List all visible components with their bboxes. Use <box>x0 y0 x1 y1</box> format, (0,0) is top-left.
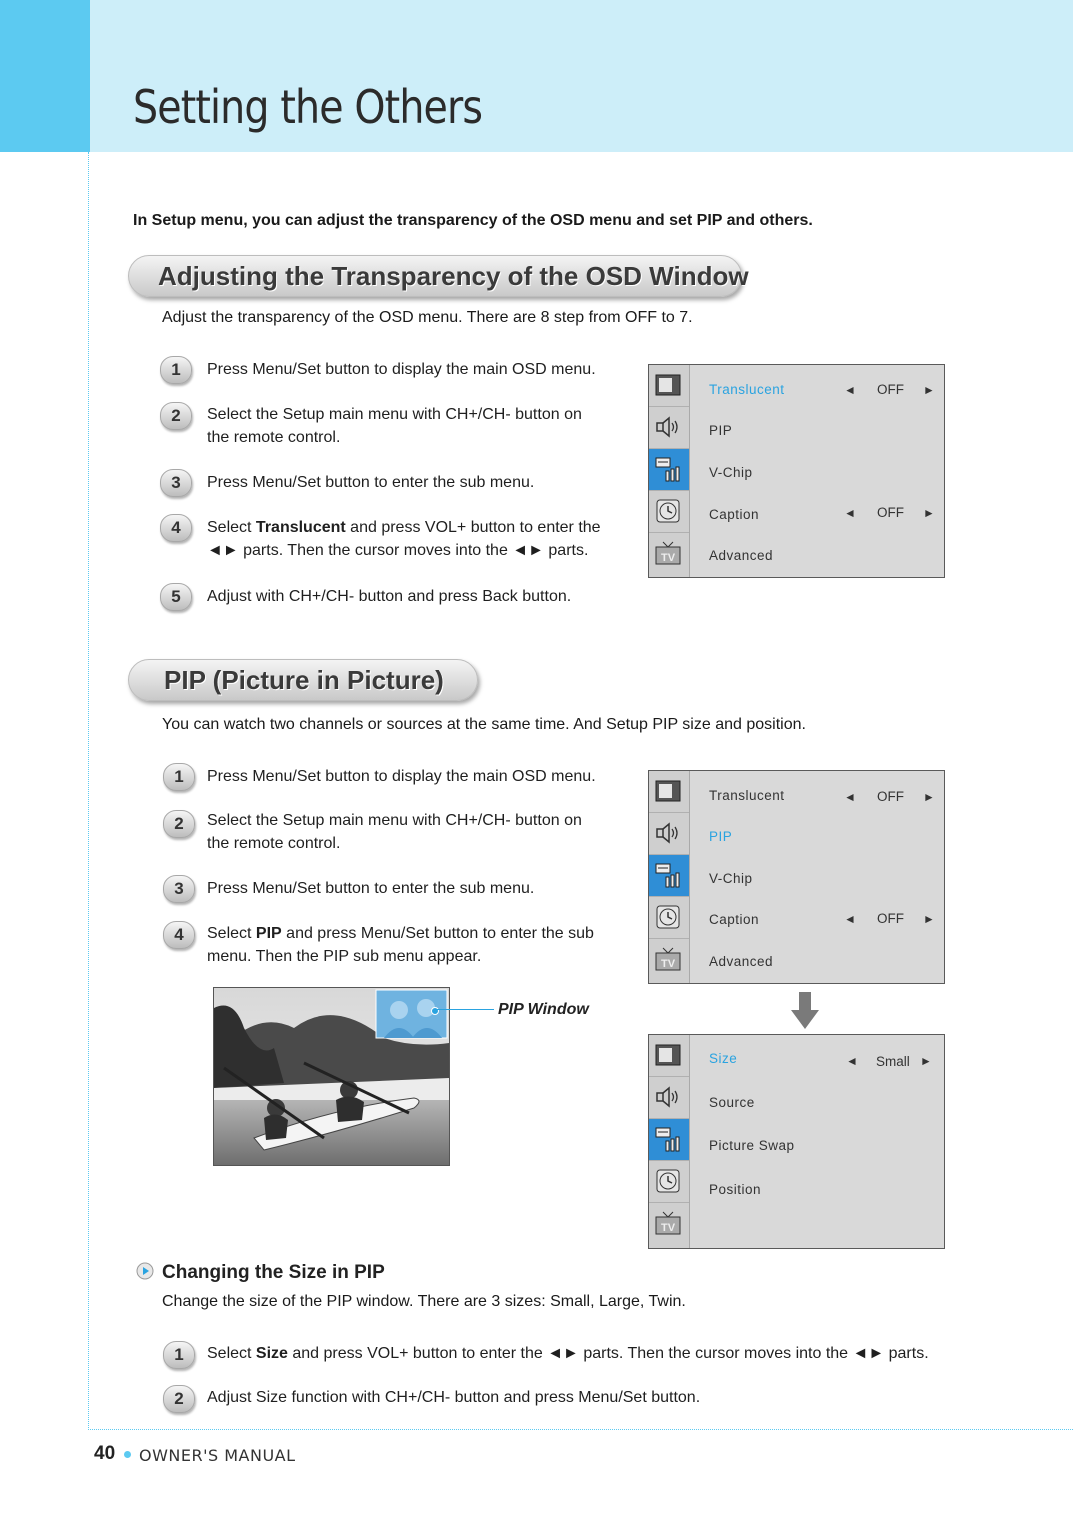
step-number: 2 <box>160 402 192 430</box>
right-arrow-icon[interactable]: ► <box>923 912 935 926</box>
setup-icon <box>649 855 689 897</box>
step-text: Adjust Size function with CH+/CH- button and press Menu/Set button. <box>207 1389 701 1406</box>
step-text: Press Menu/Set button to display the main OSD menu. <box>207 768 596 785</box>
step-text: Adjust with CH+/CH- button and press Back button. <box>207 588 572 605</box>
step-text-post: and press VOL+ button to enter the ◄► parts. Then the cursor moves into the ◄► parts. <box>207 519 601 559</box>
step-number: 5 <box>160 583 192 611</box>
footer-divider <box>88 1429 1073 1430</box>
osd-setup-menu-pip <box>648 770 945 984</box>
left-arrow-icon[interactable]: ◄ <box>844 383 856 397</box>
right-arrow-icon[interactable]: ► <box>920 1054 932 1068</box>
pip-example-photo <box>213 987 450 1166</box>
menu-item-v-chip[interactable]: V-Chip <box>709 871 753 886</box>
header-tab <box>0 0 90 152</box>
step-text-pre: Select <box>207 519 256 536</box>
sound-icon <box>649 813 689 855</box>
menu-item-advanced[interactable]: Advanced <box>709 548 774 563</box>
menu-item-position[interactable]: Position <box>709 1182 762 1197</box>
menu-item-caption[interactable]: Caption <box>709 912 760 927</box>
osd-icon-column <box>649 365 690 577</box>
sound-icon <box>649 1077 689 1119</box>
left-arrow-icon[interactable]: ◄ <box>844 790 856 804</box>
subsection-title: Changing the Size in PIP <box>162 1262 385 1283</box>
left-arrow-icon[interactable]: ◄ <box>846 1054 858 1068</box>
setup-icon <box>649 1119 689 1161</box>
step-number: 1 <box>163 763 195 791</box>
pip-window-label: PIP Window <box>498 1001 589 1018</box>
tv-icon <box>649 939 689 980</box>
intro-text: In Setup menu, you can adjust the transparency of the OSD menu and set PIP and others. <box>133 212 813 229</box>
svg-text:TV: TV <box>660 1222 676 1234</box>
menu-item-v-chip[interactable]: V-Chip <box>709 465 753 480</box>
picture-icon <box>649 365 689 407</box>
section-heading-transparency <box>128 255 749 297</box>
picture-icon <box>649 771 689 813</box>
right-arrow-icon[interactable]: ► <box>923 383 935 397</box>
step-text: Select the Setup main menu with CH+/CH- button on the remote control. <box>207 812 582 852</box>
step-number: 3 <box>160 469 192 497</box>
translucent-value: OFF <box>877 789 904 804</box>
osd-pip-submenu <box>648 1034 945 1249</box>
step-number: 1 <box>163 1341 195 1369</box>
menu-item-picture-swap[interactable]: Picture Swap <box>709 1138 795 1153</box>
page-title: Setting the Others <box>133 80 483 134</box>
step-text: Select the Setup main menu with CH+/CH- button on the remote control. <box>207 406 582 446</box>
right-arrow-icon[interactable]: ► <box>923 790 935 804</box>
step-text-post: and press Menu/Set button to enter the sub menu. Then the PIP sub menu appear. <box>207 925 594 965</box>
step-text <box>207 516 607 562</box>
step-text <box>207 922 607 968</box>
step-number: 4 <box>160 514 192 542</box>
menu-item-pip[interactable]: PIP <box>709 423 733 438</box>
pip-callout-line <box>436 1009 494 1010</box>
page-number: 40 <box>94 1443 116 1464</box>
clock-icon <box>649 897 689 939</box>
tv-icon <box>649 1203 689 1244</box>
step-text-bold: Translucent <box>255 519 346 536</box>
section-heading-pip <box>128 659 478 701</box>
osd-setup-menu-translucent <box>648 364 945 578</box>
caption-value: OFF <box>877 505 904 520</box>
caption-value: OFF <box>877 911 904 926</box>
clock-icon <box>649 1161 689 1203</box>
setup-icon <box>649 449 689 491</box>
size-value: Small <box>876 1054 910 1069</box>
osd-icon-column <box>649 1035 690 1248</box>
right-arrow-icon[interactable]: ► <box>923 506 935 520</box>
osd-icon-column <box>649 771 690 983</box>
menu-item-source[interactable]: Source <box>709 1095 755 1110</box>
section-heading-label: PIP (Picture in Picture) <box>164 665 444 695</box>
menu-item-translucent[interactable]: Translucent <box>709 788 785 803</box>
section-description: Adjust the transparency of the OSD menu. There are 8 step from OFF to 7. <box>162 309 693 326</box>
step-text-bold: PIP <box>255 925 282 942</box>
step-text-post: and press VOL+ button to enter the ◄► parts. Then the cursor moves into the ◄► parts. <box>287 1345 929 1362</box>
step-text: Press Menu/Set button to enter the sub menu. <box>207 474 535 491</box>
clock-icon <box>649 491 689 533</box>
down-arrow-icon <box>791 992 819 1035</box>
play-bullet-icon <box>136 1262 154 1285</box>
margin-divider <box>88 152 89 1430</box>
menu-item-pip[interactable]: PIP <box>709 829 733 844</box>
menu-item-translucent[interactable]: Translucent <box>709 382 785 397</box>
left-arrow-icon[interactable]: ◄ <box>844 506 856 520</box>
picture-icon <box>649 1035 689 1077</box>
menu-item-advanced[interactable]: Advanced <box>709 954 774 969</box>
tv-icon <box>649 533 689 574</box>
footer-bullet <box>124 1451 131 1458</box>
step-number: 1 <box>160 356 192 384</box>
step-text: Press Menu/Set button to enter the sub menu. <box>207 880 535 897</box>
footer-label: OWNER'S MANUAL <box>139 1446 296 1465</box>
step-number: 4 <box>163 921 195 949</box>
step-text-bold: Size <box>255 1345 288 1362</box>
section-heading-label: Adjusting the Transparency of the OSD Window <box>158 261 749 291</box>
step-text-pre: Select <box>207 925 256 942</box>
step-number: 2 <box>163 1385 195 1413</box>
step-number: 3 <box>163 875 195 903</box>
left-arrow-icon[interactable]: ◄ <box>844 912 856 926</box>
section-description: You can watch two channels or sources at the same time. And Setup PIP size and position. <box>162 716 806 733</box>
sound-icon <box>649 407 689 449</box>
step-text: Press Menu/Set button to display the main OSD menu. <box>207 361 596 378</box>
step-number: 2 <box>163 810 195 838</box>
menu-item-caption[interactable]: Caption <box>709 507 760 522</box>
subsection-description: Change the size of the PIP window. There are 3 sizes: Small, Large, Twin. <box>162 1293 686 1310</box>
step-text-pre: Select <box>207 1345 256 1362</box>
translucent-value: OFF <box>877 382 904 397</box>
svg-text:TV: TV <box>660 552 676 564</box>
menu-item-size[interactable]: Size <box>709 1051 738 1066</box>
svg-text:TV: TV <box>660 958 676 970</box>
step-text <box>207 1342 967 1365</box>
